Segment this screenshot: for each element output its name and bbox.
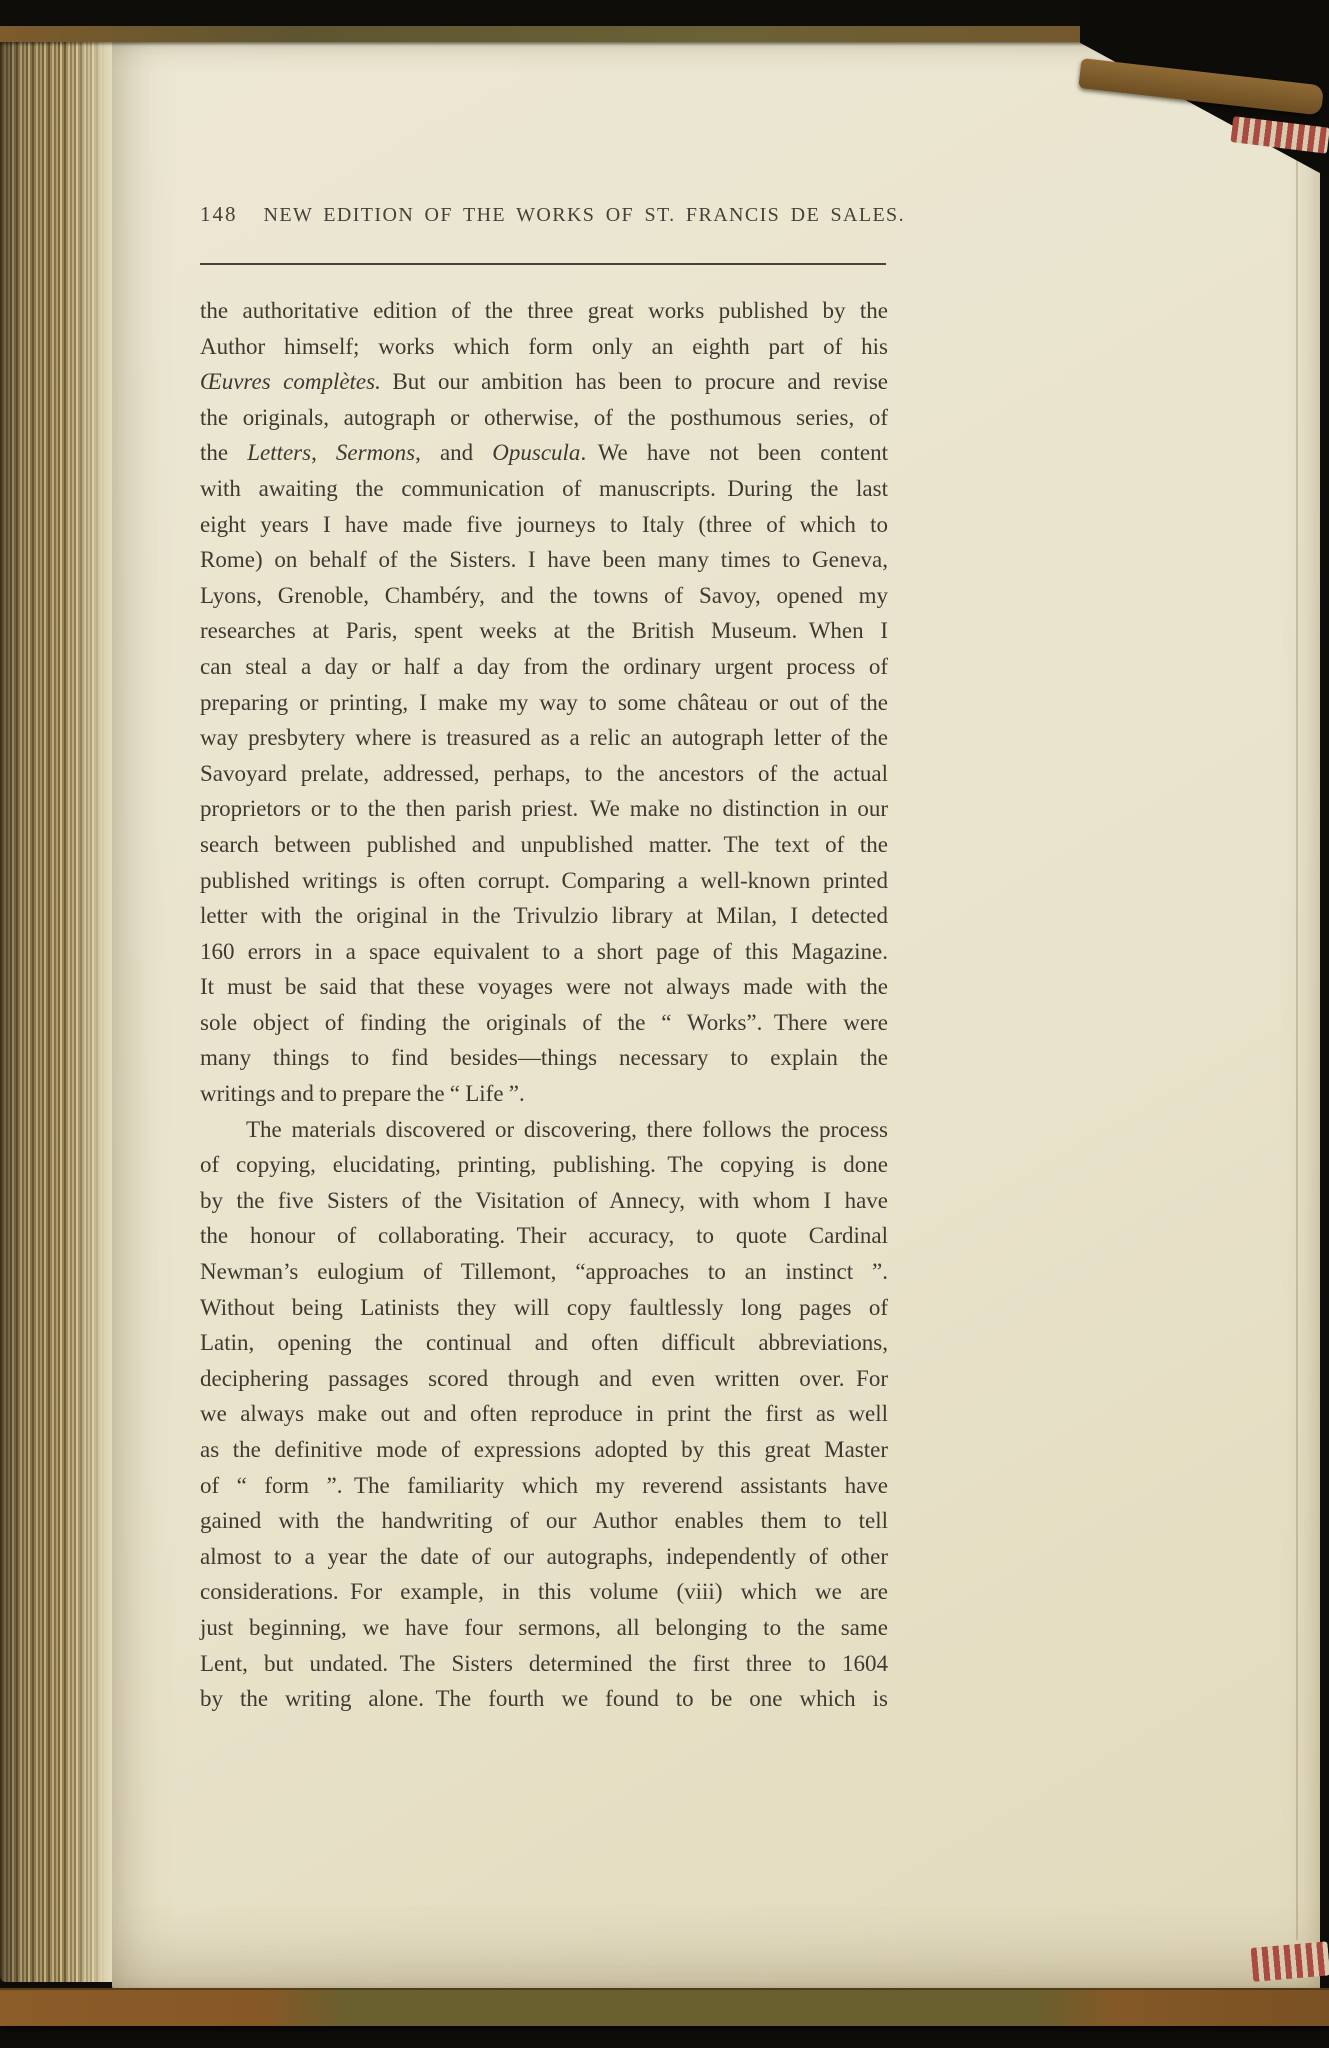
text-line: search between published and unpublished matter. The text of the (200, 831, 888, 857)
text-line: many things to find besides—things necessary to explain the (200, 1045, 888, 1071)
page-content (200, 202, 905, 1717)
text-line: published writings is often corrupt. Comparing a well-known printed (200, 867, 888, 893)
text-line: we always make out and often reproduce in print the first as well (200, 1401, 888, 1427)
text-line: It must be said that these voyages were not always made with the (200, 974, 888, 1000)
text-line: Rome) on behalf of the Sisters. I have been many times to Geneva, (200, 547, 888, 573)
text-line: with awaiting the communication of manuscripts. During the last (200, 475, 888, 501)
running-header-row (200, 202, 905, 227)
text-line: The materials discovered or discovering, there follows the process (246, 1116, 888, 1142)
header-rule (200, 263, 886, 265)
text-line: sole object of finding the originals of the “ Works”. There were (200, 1009, 888, 1035)
body-text (200, 293, 888, 1717)
text-line: writings and to prepare the “ Life ”. (200, 1081, 525, 1107)
text-line: gained with the handwriting of our Author enables them to tell (200, 1508, 888, 1534)
text-line: the honour of collaborating. Their accuracy, to quote Cardinal (200, 1223, 888, 1249)
text-line: proprietors or to the then parish priest. We make no distinction in our (200, 796, 888, 822)
text-line: Œuvres complètes. But our ambition has been to procure and revise (200, 369, 888, 395)
paragraph (200, 1112, 888, 1717)
text-line: can steal a day or half a day from the ordinary urgent process of (200, 653, 888, 679)
text-line: eight years I have made five journeys to Italy (three of which to (200, 511, 888, 537)
text-line: Without being Latinists they will copy faultlessly long pages of (200, 1294, 888, 1320)
text-line: Savoyard prelate, addressed, perhaps, to the ancestors of the actual (200, 760, 888, 786)
text-line: Latin, opening the continual and often difficult abbreviations, (200, 1330, 888, 1356)
text-line: researches at Paris, spent weeks at the British Museum. When I (200, 618, 888, 644)
running-header: NEW EDITION OF THE WORKS OF ST. FRANCIS DE SALES. (263, 204, 905, 226)
text-line: by the five Sisters of the Visitation of Annecy, with whom I have (200, 1187, 888, 1213)
text-line: 160 errors in a space equivalent to a short page of this Magazine. (200, 938, 888, 964)
text-line: Author himself; works which form only an eighth part of his (200, 333, 888, 359)
text-line: as the definitive mode of expressions adopted by this great Master (200, 1437, 888, 1462)
text-line: by the writing alone. The fourth we found to be one which is (200, 1686, 888, 1712)
text-line: of copying, elucidating, printing, publishing. The copying is done (200, 1152, 888, 1178)
text-line: way presbytery where is treasured as a relic an autograph letter of the (200, 725, 888, 751)
text-line: Lyons, Grenoble, Chambéry, and the towns of Savoy, opened my (200, 582, 888, 608)
text-line: almost to a year the date of our autographs, independently of other (200, 1543, 888, 1569)
text-line: the originals, autograph or otherwise, of the posthumous series, of (200, 404, 888, 430)
page-edges-left (0, 34, 118, 1982)
text-line: considerations. For example, in this volume (viii) which we are (200, 1579, 888, 1605)
page-number: 148 (200, 202, 238, 226)
text-line: letter with the original in the Trivulzio library at Milan, I detected (200, 903, 888, 929)
book-cover-bottom-edge (0, 1988, 1329, 2026)
text-line: preparing or printing, I make my way to some château or out of the (200, 689, 888, 715)
text-line: just beginning, we have four sermons, all belonging to the same (200, 1614, 888, 1640)
endband-bottom (1251, 1941, 1329, 1982)
text-line: the Letters, Sermons, and Opuscula. We have not been content (200, 440, 888, 466)
text-line: of “ form ”. The familiarity which my reverend assistants have (200, 1472, 888, 1498)
book-cover-top-edge (0, 26, 1180, 42)
page-crease (1296, 160, 1298, 1940)
text-line: the authoritative edition of the three great works published by the (200, 298, 888, 323)
text-line: deciphering passages scored through and even written over. For (200, 1365, 888, 1391)
text-line: Lent, but undated. The Sisters determined the first three to 1604 (200, 1650, 888, 1676)
text-line: Newman’s eulogium of Tillemont, “approaches to an instinct ”. (200, 1259, 888, 1285)
paragraph (200, 293, 888, 1112)
